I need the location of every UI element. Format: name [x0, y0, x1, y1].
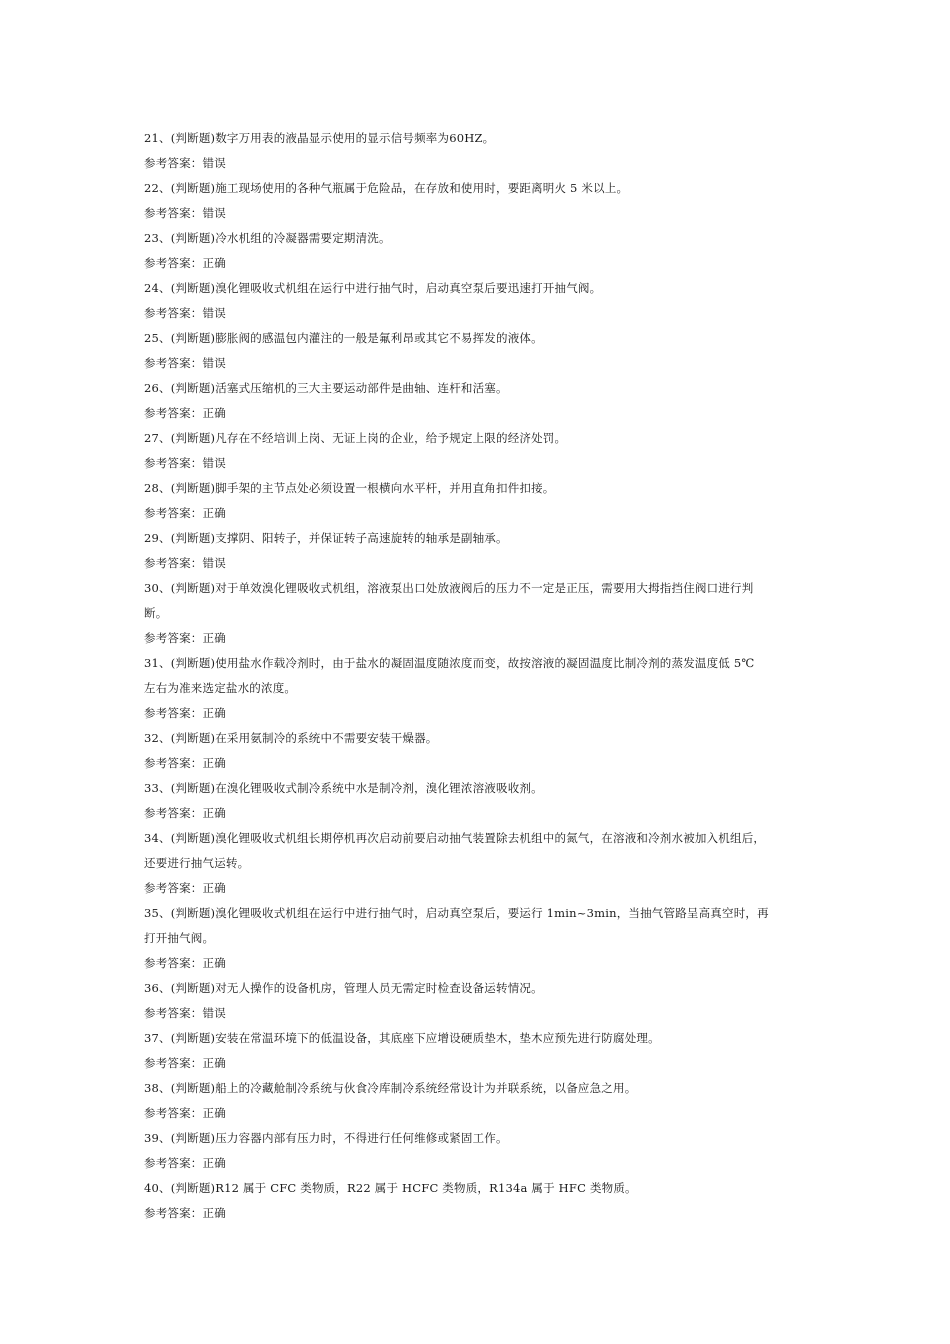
- answer-text: 参考答案：错误: [144, 356, 226, 370]
- question-text: 27、(判断题)凡存在不经培训上岗、无证上岗的企业，给予规定上限的经济处罚。: [144, 431, 567, 445]
- question-text: 24、(判断题)溴化锂吸收式机组在运行中进行抽气时，启动真空泵后要迅速打开抽气阀。: [144, 281, 602, 295]
- question-list: [144, 126, 816, 1226]
- question-item: [144, 326, 816, 376]
- question-text: 25、(判断题)膨胀阀的感温包内灌注的一般是氟利昂或其它不易挥发的液体。: [144, 331, 543, 345]
- question-item: [144, 376, 816, 426]
- answer-text: 参考答案：正确: [144, 1056, 226, 1070]
- question-item: [144, 976, 816, 1026]
- answer-text: 参考答案：错误: [144, 1006, 226, 1020]
- question-item: [144, 526, 816, 576]
- question-item: [144, 426, 816, 476]
- question-text: 31、(判断题)使用盐水作载冷剂时，由于盐水的凝固温度随浓度而变，故按溶液的凝固温度比制冷剂的蒸发温度低 5℃: [144, 656, 755, 670]
- question-item: [144, 226, 816, 276]
- question-text: 36、(判断题)对无人操作的设备机房，管理人员无需定时检查设备运转情况。: [144, 981, 543, 995]
- question-item: [144, 826, 816, 901]
- question-item: [144, 901, 816, 976]
- answer-text: 参考答案：正确: [144, 756, 226, 770]
- question-text: 左右为准来选定盐水的浓度。: [144, 681, 297, 695]
- answer-text: 参考答案：正确: [144, 406, 226, 420]
- question-item: [144, 1076, 816, 1126]
- question-text: 40、(判断题)R12 属于 CFC 类物质，R22 属于 HCFC 类物质，R134a 属于 HFC 类物质。: [144, 1181, 637, 1195]
- answer-text: 参考答案：错误: [144, 456, 226, 470]
- question-item: [144, 1126, 816, 1176]
- question-text: 30、(判断题)对于单效溴化锂吸收式机组，溶液泵出口处放液阀后的压力不一定是正压，需要用大拇指挡住阀口进行判: [144, 581, 754, 595]
- question-text: 23、(判断题)冷水机组的冷凝器需要定期清洗。: [144, 231, 391, 245]
- answer-text: 参考答案：正确: [144, 256, 226, 270]
- question-item: [144, 776, 816, 826]
- answer-text: 参考答案：正确: [144, 631, 226, 645]
- question-text: 断。: [144, 606, 168, 620]
- question-text: 29、(判断题)支撑阴、阳转子，并保证转子高速旋转的轴承是副轴承。: [144, 531, 508, 545]
- question-text: 28、(判断题)脚手架的主节点处必须设置一根横向水平杆，并用直角扣件扣接。: [144, 481, 555, 495]
- question-text: 34、(判断题)溴化锂吸收式机组长期停机再次启动前要启动抽气装置除去机组中的氮气，在溶液和冷剂水被加入机组后，: [144, 831, 766, 845]
- question-item: [144, 576, 816, 651]
- question-text: 33、(判断题)在溴化锂吸收式制冷系统中水是制冷剂，溴化锂浓溶液吸收剂。: [144, 781, 543, 795]
- answer-text: 参考答案：正确: [144, 881, 226, 895]
- answer-text: 参考答案：错误: [144, 206, 226, 220]
- answer-text: 参考答案：正确: [144, 1206, 226, 1220]
- answer-text: 参考答案：正确: [144, 956, 226, 970]
- answer-text: 参考答案：正确: [144, 706, 226, 720]
- question-item: [144, 126, 816, 176]
- question-text: 38、(判断题)船上的冷藏舱制冷系统与伙食冷库制冷系统经常设计为并联系统，以备应急之用。: [144, 1081, 637, 1095]
- answer-text: 参考答案：正确: [144, 806, 226, 820]
- answer-text: 参考答案：正确: [144, 1106, 226, 1120]
- answer-text: 参考答案：错误: [144, 306, 226, 320]
- question-item: [144, 651, 816, 726]
- question-text: 打开抽气阀。: [144, 931, 215, 945]
- answer-text: 参考答案：错误: [144, 556, 226, 570]
- question-item: [144, 476, 816, 526]
- question-text: 21、(判断题)数字万用表的液晶显示使用的显示信号频率为60HZ。: [144, 131, 495, 145]
- question-text: 还要进行抽气运转。: [144, 856, 250, 870]
- answer-text: 参考答案：错误: [144, 156, 226, 170]
- question-item: [144, 276, 816, 326]
- question-item: [144, 1176, 816, 1226]
- answer-text: 参考答案：正确: [144, 506, 226, 520]
- answer-text: 参考答案：正确: [144, 1156, 226, 1170]
- question-text: 32、(判断题)在采用氨制冷的系统中不需要安装干燥器。: [144, 731, 438, 745]
- question-text: 39、(判断题)压力容器内部有压力时，不得进行任何维修或紧固工作。: [144, 1131, 508, 1145]
- question-item: [144, 726, 816, 776]
- question-item: [144, 1026, 816, 1076]
- question-text: 37、(判断题)安装在常温环境下的低温设备，其底座下应增设硬质垫木，垫木应预先进行防腐处理。: [144, 1031, 660, 1045]
- document-page: [144, 126, 816, 1226]
- question-text: 26、(判断题)活塞式压缩机的三大主要运动部件是曲轴、连杆和活塞。: [144, 381, 508, 395]
- question-text: 35、(判断题)溴化锂吸收式机组在运行中进行抽气时，启动真空泵后，要运行 1min~3min，当抽气管路呈高真空时，再: [144, 906, 769, 920]
- question-text: 22、(判断题)施工现场使用的各种气瓶属于危险品，在存放和使用时，要距离明火 5 米以上。: [144, 181, 629, 195]
- question-item: [144, 176, 816, 226]
